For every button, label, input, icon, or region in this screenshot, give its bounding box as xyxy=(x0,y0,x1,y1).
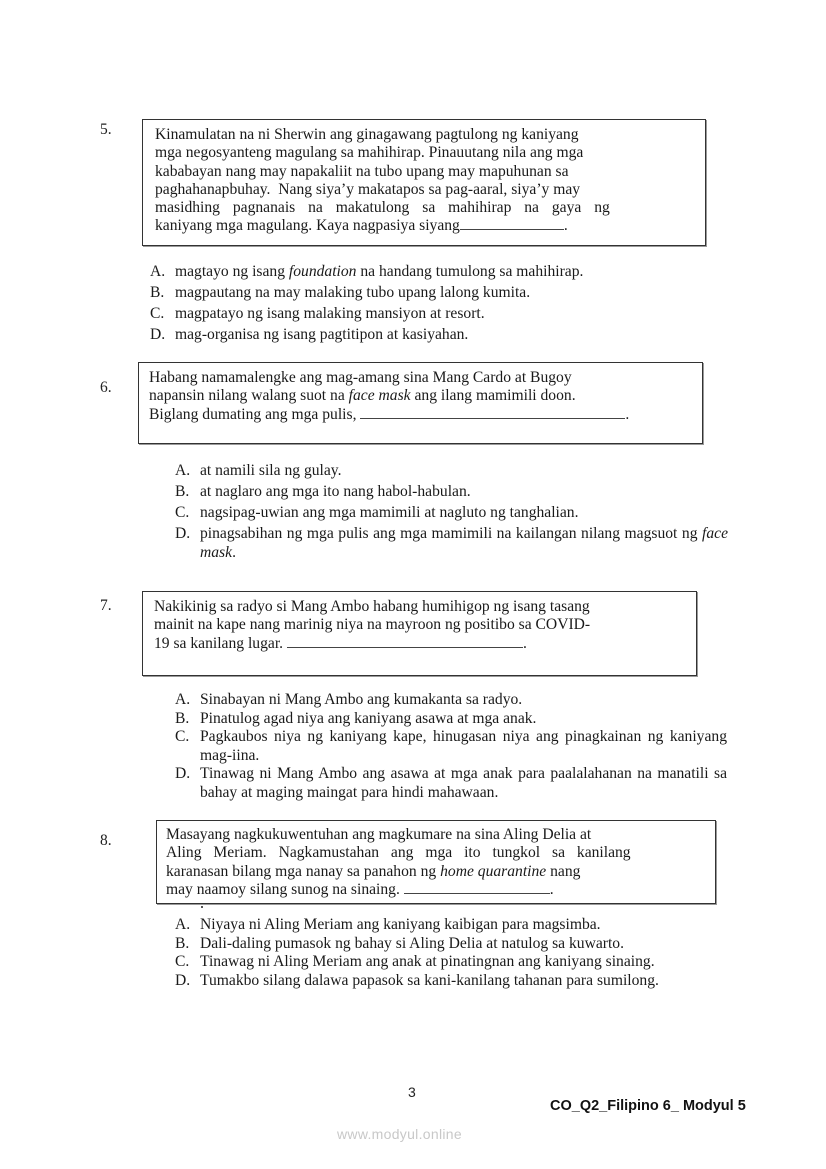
choice-a[interactable] xyxy=(175,462,728,481)
choice-letter: B. xyxy=(175,934,190,952)
answer-choices xyxy=(175,462,728,562)
passage-text: 19 sa kanilang lugar. xyxy=(154,634,287,652)
answer-choices xyxy=(150,263,710,347)
choice-letter: A. xyxy=(175,462,191,479)
page-number: 3 xyxy=(408,1084,416,1100)
choice-letter: C. xyxy=(175,504,190,522)
choice-letter: A. xyxy=(175,691,191,708)
passage-box xyxy=(138,362,703,444)
passage-line: mainit na kape nang marinig niya na mayroon ng positibo sa COVID- xyxy=(154,616,591,634)
passage-text: may naamoy silang sunog na sinaing. xyxy=(166,880,404,898)
passage-line xyxy=(155,217,696,235)
choice-text: Tumakbo silang dalawa papasok sa kani-kanilang tahanan para sumilong. xyxy=(200,971,659,989)
passage-line xyxy=(154,635,686,653)
choice-text: Niyaya ni Aling Meriam ang kaniyang kaibigan para magsimba. xyxy=(200,916,601,933)
passage-text: kaniyang mga magulang. Kaya nagpasiya siyang xyxy=(155,217,460,235)
passage-text: Biglang dumating ang mga pulis, xyxy=(149,405,361,423)
choice-text: mag-organisa ng isang pagtitipon at kasiyahan. xyxy=(175,326,469,344)
choice-italic-term: foundation xyxy=(288,263,357,280)
choice-letter: B. xyxy=(150,284,165,302)
choice-text: magtayo ng isang xyxy=(175,263,289,280)
passage-box xyxy=(142,119,706,246)
choice-letter: A. xyxy=(150,263,166,280)
choice-c[interactable] xyxy=(150,305,710,324)
choice-letter: B. xyxy=(175,709,190,727)
choice-italic-term: face mask xyxy=(200,525,728,561)
choice-letter: D. xyxy=(175,765,191,783)
choice-letter: C. xyxy=(175,953,190,971)
module-code: CO_Q2_Filipino 6_ Modyul 5 xyxy=(550,1098,746,1114)
choice-letter: C. xyxy=(150,305,165,323)
choice-a[interactable] xyxy=(175,691,727,710)
choice-text: Dali-daling pumasok ng bahay si Aling Delia at natulog sa kuwarto. xyxy=(200,934,624,952)
choice-letter: D. xyxy=(150,326,166,344)
choice-letter: B. xyxy=(175,483,190,501)
choice-letter: D. xyxy=(175,525,191,543)
choice-a[interactable] xyxy=(175,916,727,935)
choice-text: at naglaro ang mga ito nang habol-habulan. xyxy=(200,483,471,501)
choice-text: pinagsabihan ng mga pulis ang mga mamimili na kailangan nilang magsuot ng xyxy=(200,525,703,543)
passage-line xyxy=(166,881,705,899)
passage-box xyxy=(156,820,716,904)
passage-line: paghahanapbuhay. Nang siya’y makatapos sa pag-aaral, siya’y may xyxy=(155,180,581,198)
passage-line: Aling Meriam. Nagkamustahan ang mga ito tungkol sa kanilang xyxy=(166,844,631,862)
choice-text: na handang tumulong sa mahihirap. xyxy=(356,263,584,280)
passage-line: mga negosyanteng magulang sa mahihirap. Pinauutang nila ang mga xyxy=(155,144,584,162)
choice-text: magpautang na may malaking tubo upang lalong kumita. xyxy=(175,284,531,302)
answer-choices xyxy=(175,916,727,990)
question-number: 5. xyxy=(100,121,112,138)
choice-c[interactable] xyxy=(175,728,727,765)
passage-line: Nakikinig sa radyo si Mang Ambo habang humihigop ng isang tasang xyxy=(154,598,590,615)
passage-text: ang ilang mamimili doon. xyxy=(410,387,576,405)
passage-line: Habang namamalengke ang mag-amang sina Mang Cardo at Bugoy xyxy=(149,369,572,386)
choice-b[interactable] xyxy=(175,710,727,729)
question-number: 6. xyxy=(100,379,112,396)
passage-period: . xyxy=(549,880,554,898)
passage-text: nang xyxy=(546,862,581,880)
choice-text: Tinawag ni Aling Meriam ang anak at pinatingnan ang kaniyang sinaing. xyxy=(200,953,655,971)
choice-text: magpatayo ng isang malaking mansiyon at resort. xyxy=(175,305,485,323)
choice-d[interactable] xyxy=(175,525,728,562)
passage-line: Kinamulatan na ni Sherwin ang ginagawang pagtulong ng kaniyang xyxy=(155,126,579,143)
choice-text: . xyxy=(232,543,236,561)
answer-blank xyxy=(287,635,523,648)
choice-b[interactable] xyxy=(150,284,710,303)
answer-blank xyxy=(404,881,550,894)
choice-b[interactable] xyxy=(175,935,727,954)
passage-italic-term: home quarantine xyxy=(440,862,547,880)
answer-blank xyxy=(460,217,564,230)
stray-mark xyxy=(201,906,203,908)
question-number: 7. xyxy=(100,597,112,614)
choice-text: Tinawag ni Mang Ambo ang asawa at mga anak para paalalahanan na manatili sa bahay at maging maingat para hindi mahawaan. xyxy=(200,765,727,801)
passage-line xyxy=(166,863,705,881)
choice-d[interactable] xyxy=(175,972,727,991)
question-number: 8. xyxy=(100,832,112,849)
passage-line xyxy=(149,387,693,405)
passage-text: napansin nilang walang suot na xyxy=(149,387,349,405)
passage-period: . xyxy=(563,217,568,235)
choice-text: Pinatulog agad niya ang kaniyang asawa at mga anak. xyxy=(200,709,537,727)
choice-a[interactable] xyxy=(150,263,710,282)
choice-letter: D. xyxy=(175,971,191,989)
passage-line: Masayang nagkukuwentuhan ang magkumare na sina Aling Delia at xyxy=(166,826,592,843)
choice-text: Sinabayan ni Mang Ambo ang kumakanta sa radyo. xyxy=(200,691,523,708)
choice-d[interactable] xyxy=(175,765,727,802)
choice-d[interactable] xyxy=(150,326,710,345)
choice-c[interactable] xyxy=(175,504,728,523)
passage-italic-term: face mask xyxy=(348,387,411,405)
passage-period: . xyxy=(625,405,630,423)
passage-line: masidhing pagnanais na makatulong sa mahihirap na gaya ng xyxy=(155,199,610,217)
choice-text: nagsipag-uwian ang mga mamimili at nagluto ng tanghalian. xyxy=(200,504,579,522)
passage-line xyxy=(149,406,693,424)
choice-text: Pagkaubos niya ng kaniyang kape, hinugasan niya ang pinagkainan ng kaniyang mag-iina. xyxy=(200,728,727,764)
answer-choices xyxy=(175,691,727,803)
watermark: www.modyul.online xyxy=(337,1126,462,1142)
answer-blank xyxy=(360,406,625,419)
choice-b[interactable] xyxy=(175,483,728,502)
passage-text: karanasan bilang mga nanay sa panahon ng xyxy=(166,862,441,880)
choice-text: at namili sila ng gulay. xyxy=(200,462,342,479)
choice-letter: C. xyxy=(175,728,190,746)
passage-line: kababayan nang may napakaliit na tubo upang may mapuhunan sa xyxy=(155,162,569,180)
choice-c[interactable] xyxy=(175,953,727,972)
passage-box xyxy=(142,591,697,676)
passage-period: . xyxy=(522,634,527,652)
choice-letter: A. xyxy=(175,916,191,933)
